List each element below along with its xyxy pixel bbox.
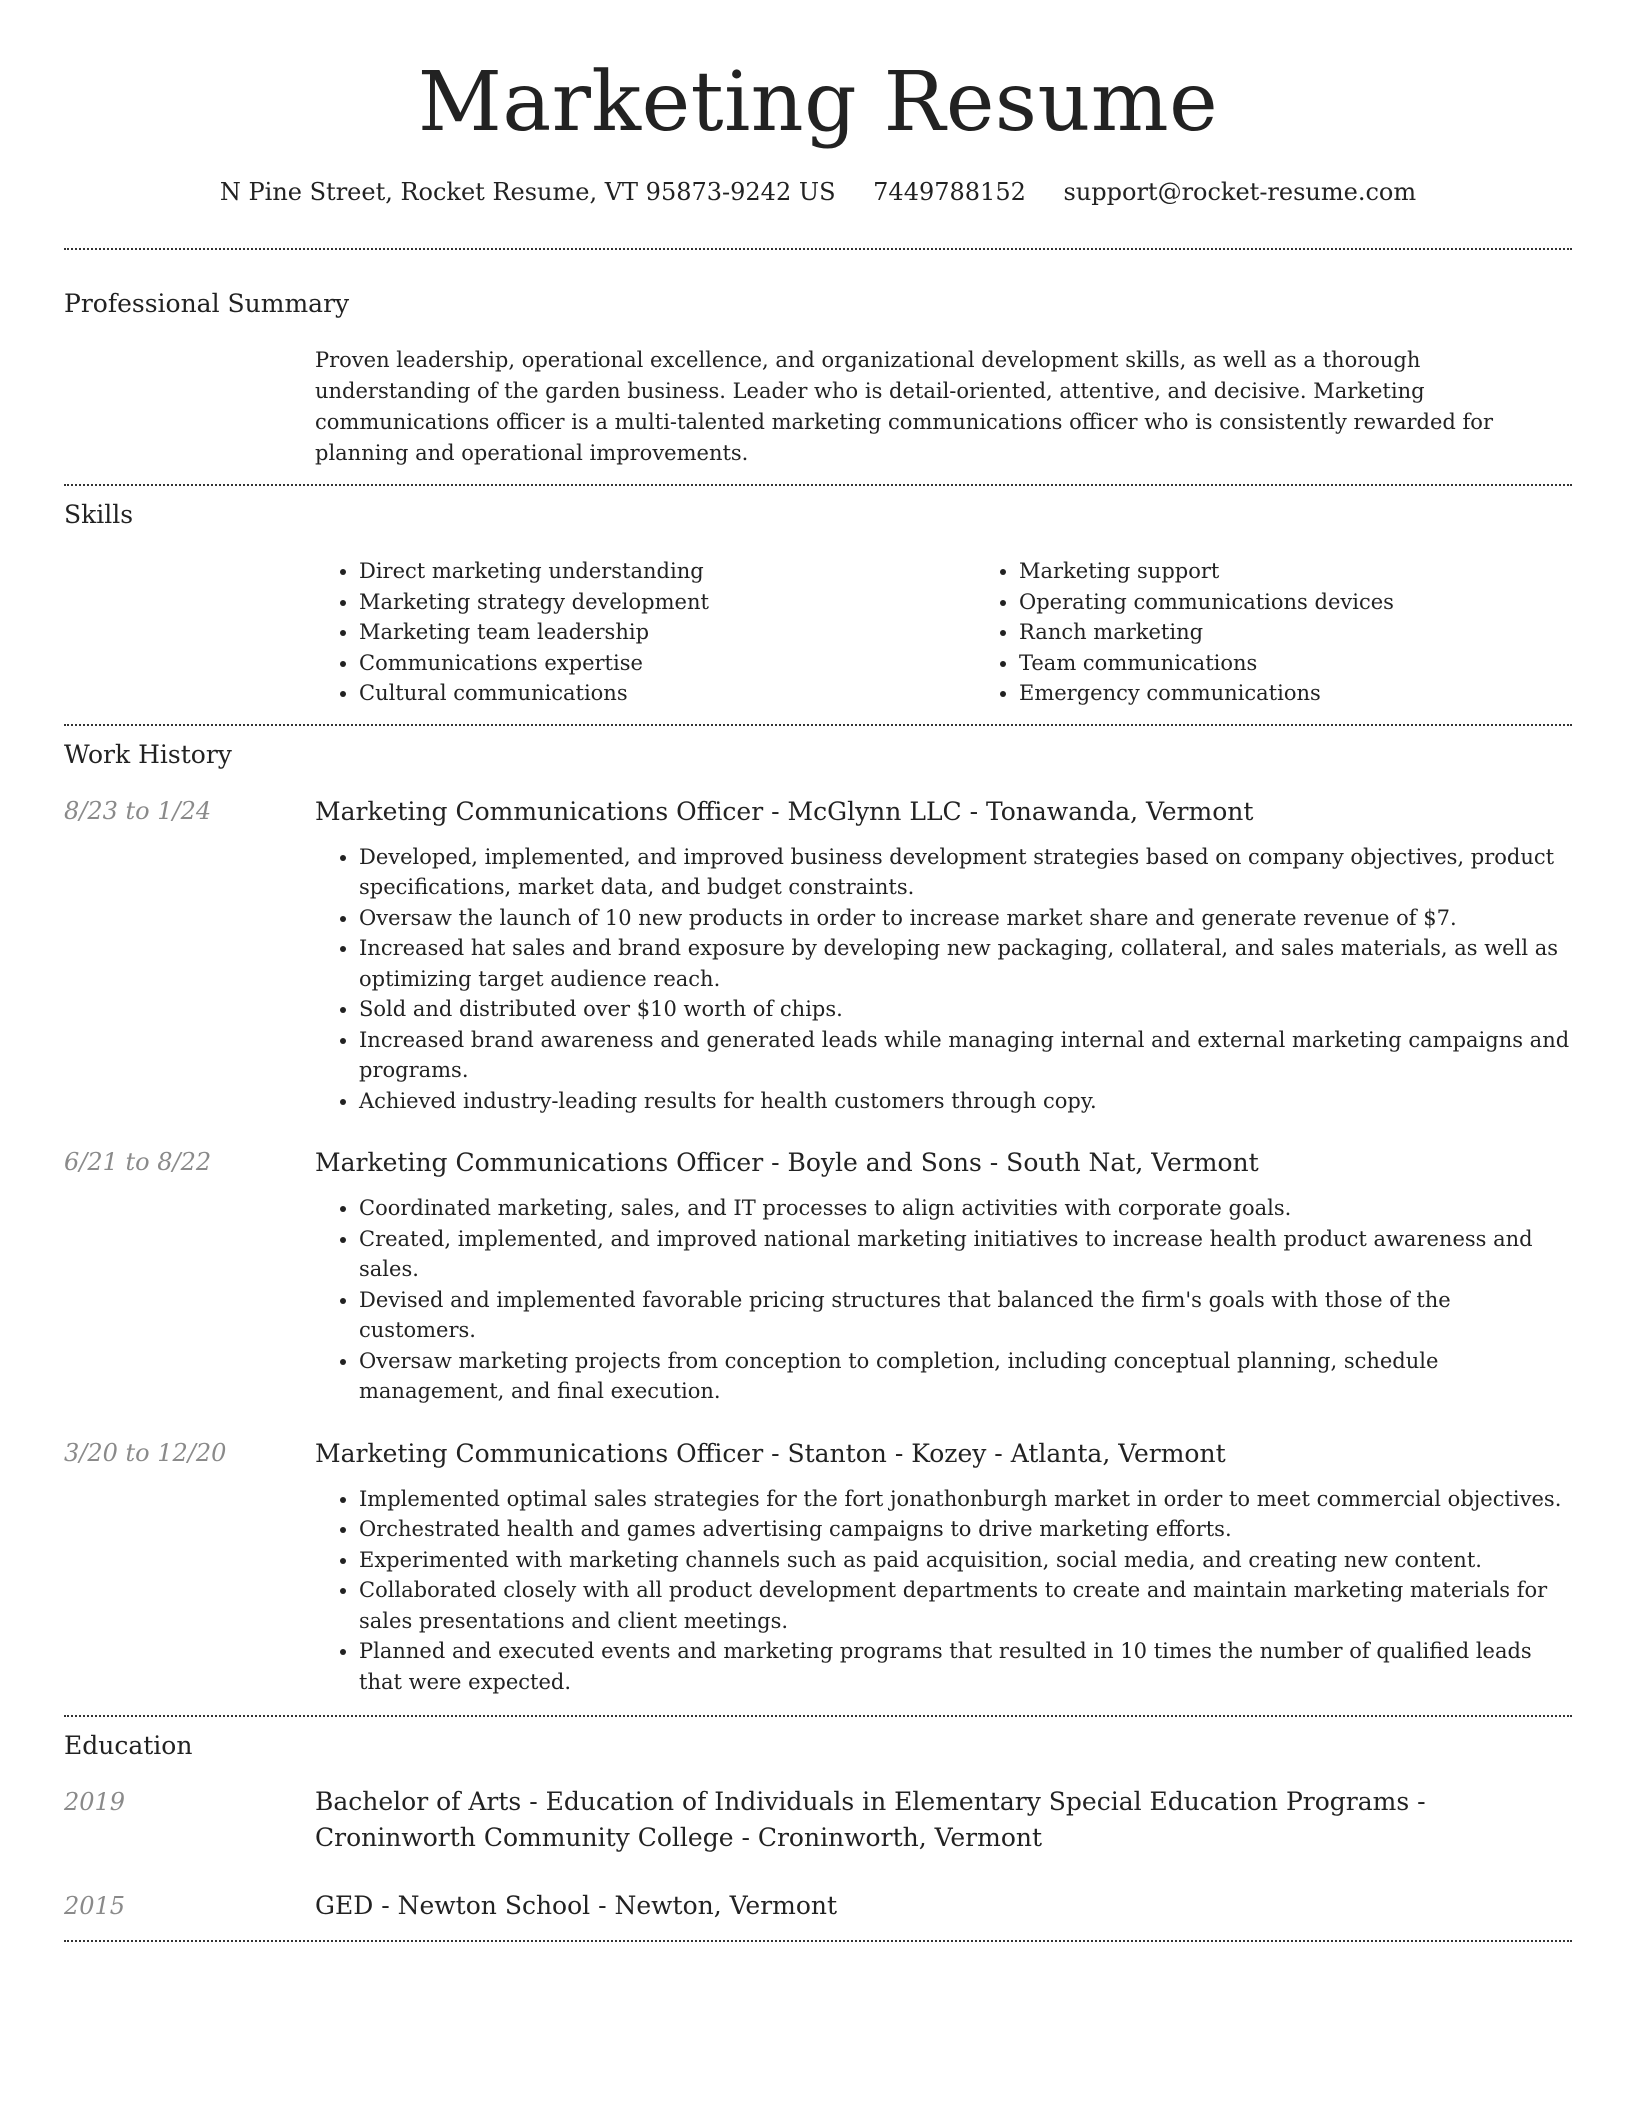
job-title: Marketing Communications Officer - Boyle and Sons - South Nat, Vermont — [315, 1148, 1259, 1177]
section-title-summary: Professional Summary — [64, 289, 350, 318]
skill-item: • Communications expertise — [359, 648, 975, 679]
divider — [64, 1715, 1572, 1717]
work-section — [64, 739, 1572, 1698]
divider — [64, 248, 1572, 250]
divider — [64, 724, 1572, 726]
skill-item: • Ranch marketing — [1019, 617, 1632, 648]
skills-list-left — [315, 556, 975, 709]
job-bullet: • Achieved industry-leading results for health customers through copy. — [359, 1086, 1572, 1117]
education-entry — [64, 1784, 1572, 1856]
job-title: Marketing Communications Officer - McGlynn LLC - Tonawanda, Vermont — [315, 796, 1254, 826]
section-title-work: Work History — [64, 739, 232, 769]
education-section — [64, 1730, 1572, 1924]
job-dates: 8/23 to 1/24 — [64, 796, 212, 825]
skill-item: • Emergency communications — [1019, 678, 1632, 709]
job-bullet: • Created, implemented, and improved national marketing initiatives to increase health product awareness and sales. — [359, 1224, 1572, 1285]
education-title: Bachelor of Arts - Education of Individuals in Elementary Special Education Programs - Croninworth Community College - Croninworth, Vermont — [315, 1787, 1426, 1852]
skills-list-right — [975, 556, 1632, 709]
job-entry — [64, 1146, 1572, 1407]
divider — [64, 484, 1572, 486]
email: support@rocket-resume.com — [1063, 178, 1417, 206]
education-entry — [64, 1888, 1572, 1924]
summary-section — [64, 288, 1572, 469]
job-bullet: • Collaborated closely with all product development departments to create and maintain marketing materials for sales presentations and client meetings. — [359, 1575, 1572, 1636]
job-bullet: • Increased brand awareness and generated leads while managing internal and external marketing campaigns and programs. — [359, 1025, 1572, 1086]
job-entry — [64, 1437, 1572, 1698]
job-bullet: • Implemented optimal sales strategies for the fort jonathonburgh market in order to meet commercial objectives. — [359, 1484, 1572, 1515]
job-bullet: • Experimented with marketing channels such as paid acquisition, social media, and creating new content. — [359, 1545, 1572, 1576]
skill-item: • Marketing strategy development — [359, 587, 975, 618]
skill-item: • Marketing support — [1019, 556, 1632, 587]
contact-line — [64, 176, 1572, 208]
job-bullet: • Developed, implemented, and improved business development strategies based on company objectives, product specifications, market data, and budget constraints. — [359, 842, 1572, 903]
job-bullets — [315, 842, 1572, 1117]
resume-page — [64, 0, 1572, 1942]
divider — [64, 1940, 1572, 1942]
job-bullet: • Oversaw the launch of 10 new products in order to increase market share and generate revenue of $7. — [359, 903, 1572, 934]
section-title-education: Education — [64, 1731, 193, 1760]
job-bullets — [315, 1193, 1572, 1407]
education-year: 2019 — [64, 1788, 126, 1816]
skill-item: • Marketing team leadership — [359, 617, 975, 648]
job-bullet: • Oversaw marketing projects from conception to completion, including conceptual planning, schedule management, and final execution. — [359, 1346, 1572, 1407]
job-bullets — [315, 1484, 1572, 1698]
job-bullet: • Orchestrated health and games advertising campaigns to drive marketing efforts. — [359, 1514, 1572, 1545]
skill-item: • Cultural communications — [359, 678, 975, 709]
education-title: GED - Newton School - Newton, Vermont — [315, 1891, 838, 1920]
job-bullet: • Planned and executed events and marketing programs that resulted in 10 times the number of qualified leads that were expected. — [359, 1636, 1572, 1697]
job-title: Marketing Communications Officer - Stanton - Kozey - Atlanta, Vermont — [315, 1438, 1226, 1468]
job-dates: 3/20 to 12/20 — [64, 1438, 227, 1467]
skill-item: • Team communications — [1019, 648, 1632, 679]
job-dates: 6/21 to 8/22 — [64, 1148, 212, 1176]
job-entry — [64, 795, 1572, 1117]
skill-item: • Direct marketing understanding — [359, 556, 975, 587]
job-bullet: • Coordinated marketing, sales, and IT processes to align activities with corporate goals. — [359, 1193, 1572, 1224]
skills-section — [64, 499, 1572, 709]
phone: 7449788152 — [873, 178, 1026, 206]
job-bullet: • Increased hat sales and brand exposure by developing new packaging, collateral, and sales materials, as well as optimizing target audience reach. — [359, 933, 1572, 994]
education-year: 2015 — [64, 1892, 126, 1920]
job-bullet: • Devised and implemented favorable pricing structures that balanced the firm's goals with those of the customers. — [359, 1285, 1572, 1346]
resume-name: Marketing Resume — [417, 55, 1219, 150]
summary-text: Proven leadership, operational excellence, and organizational development skills, as well as a thorough understanding of the garden business. Leader who is detail-oriented, attentive, and decisive. Marketing communications officer is a multi-talented marketing communications officer who is consistently rewarded for planning and operational improvements. — [315, 348, 1493, 465]
job-bullet: • Sold and distributed over $10 worth of chips. — [359, 994, 1572, 1025]
skill-item: • Operating communications devices — [1019, 587, 1632, 618]
section-title-skills: Skills — [64, 500, 134, 529]
address: N Pine Street, Rocket Resume, VT 95873-9242 US — [219, 178, 836, 206]
